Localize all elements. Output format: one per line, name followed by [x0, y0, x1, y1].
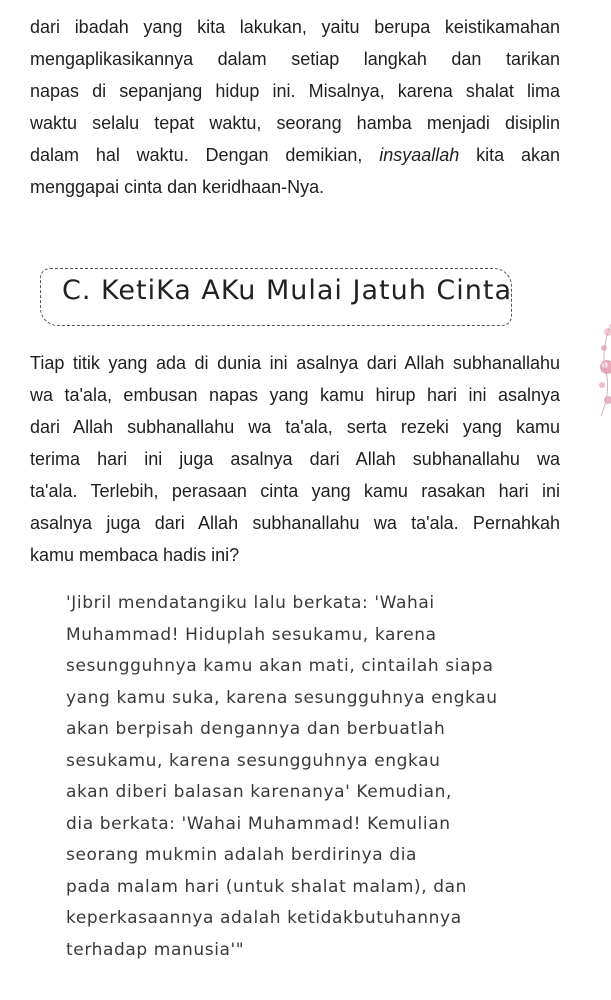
paragraph-line: asalnya juga dari Allah subhanallahu wa ta'ala. Pernahkah	[30, 513, 560, 533]
paragraph-line: menggapai cinta dan keridhaan-Nya.	[30, 177, 325, 197]
paragraph-line: waktu selalu tepat waktu, seorang hamba menjadi disiplin	[30, 113, 560, 133]
paragraph-line: napas di sepanjang hidup ini. Misalnya, karena shalat lima	[30, 81, 560, 101]
paragraph-line: ta'ala. Terlebih, perasaan cinta yang kamu rasakan hari ini	[30, 481, 560, 501]
italic-term: insyaallah	[379, 145, 460, 165]
quote-line: sesungguhnya kamu akan mati, cintailah siapa	[66, 656, 494, 676]
quote-line: sesukamu, karena sesungguhnya engkau	[66, 750, 441, 771]
hadith-quote	[66, 588, 546, 966]
quote-line: keperkasaannya adalah ketidakbutuhannya	[66, 908, 462, 928]
quote-line: Muhammad! Hiduplah sesukamu, karena	[66, 624, 437, 645]
paragraph-line: dari ibadah yang kita lakukan, yaitu berupa keistikamahan	[30, 17, 560, 37]
paragraph-line-with-italic	[30, 139, 560, 171]
quote-line: akan berpisah dengannya dan berbuatlah	[66, 719, 446, 739]
quote-line: dia berkata: 'Wahai Muhammad! Kemulian	[66, 813, 451, 834]
paragraph-main	[30, 347, 560, 571]
line-part: dalam hal waktu. Dengan demikian,	[30, 145, 363, 165]
quote-line: 'Jibril mendatangiku lalu berkata: 'Wahai	[66, 593, 435, 613]
paragraph-line: wa ta'ala, embusan napas yang kamu hirup hari ini asalnya	[30, 385, 560, 405]
quote-line: pada malam hari (untuk shalat malam), dan	[66, 876, 468, 897]
quote-line: yang kamu suka, karena sesungguhnya engkau	[66, 687, 498, 708]
line-part: kita akan	[476, 145, 560, 165]
section-heading: C. KetiKa AKu Mulai Jatuh Cinta	[62, 275, 513, 306]
paragraph-line: dari Allah subhanallahu wa ta'ala, serta rezeki yang kamu	[30, 417, 560, 437]
quote-line: seorang mukmin adalah berdirinya dia	[66, 845, 418, 865]
floral-ornament-icon	[592, 322, 611, 418]
paragraph-line: mengaplikasikannya dalam setiap langkah dan tarikan	[30, 49, 560, 69]
quote-line: terhadap manusia'"	[66, 939, 245, 960]
quote-line: akan diberi balasan karenanya' Kemudian,	[66, 782, 453, 802]
paragraph-line: Tiap titik yang ada di dunia ini asalnya dari Allah subhanallahu	[30, 353, 560, 373]
paragraph-line: terima hari ini juga asalnya dari Allah subhanallahu wa	[30, 449, 560, 469]
paragraph-intro	[30, 11, 560, 203]
paragraph-line: kamu membaca hadis ini?	[30, 545, 240, 565]
